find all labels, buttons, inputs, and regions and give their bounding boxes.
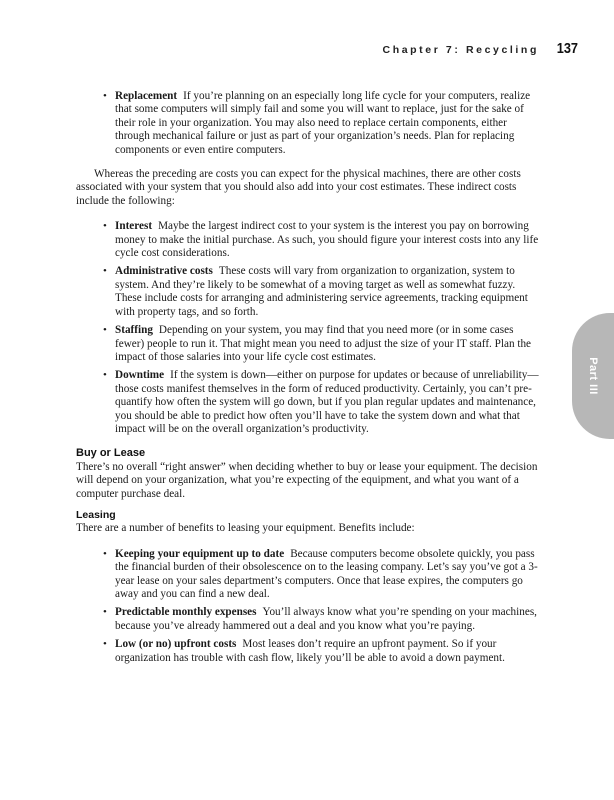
leasing-intro: There are a number of benefits to leasing your equipment. Benefits include: (76, 522, 415, 535)
list-item-term: Replacement (115, 90, 178, 102)
list-item-text: Because computers become obsolete quickly, you pass the financial burden of their obsolescence on to the leasing company. Let’s say you’ve got a 3-year lease on your sales department’s computers. Once that lease expires, the computers go away and you can find a new deal. (115, 547, 538, 600)
list-item-term: Interest (115, 220, 153, 233)
list-item-term: Administrative costs (115, 265, 213, 278)
list-item-replacement (115, 90, 542, 157)
list-item-text: Depending on your system, you may find that you need more (or in some cases fewer) people to run it. That might mean you need to adjust the size of your IT staff. Plan the impact of those salaries into your life cycle cost estimates. (115, 324, 532, 363)
page-number: 137 (556, 40, 578, 57)
list-item-low-upfront-costs (115, 638, 542, 665)
chapter-title: Chapter 7: Recycling (382, 44, 539, 56)
list-item-term: Predictable monthly expenses (115, 606, 257, 619)
list-item-staffing (115, 324, 542, 364)
indirect-costs-intro: Whereas the preceding are costs you can expect for the physical machines, there are other costs associated with your system that you should also add into your cost estimates. These indirect costs include the following: (76, 168, 521, 207)
part-tab-label: Part III (587, 357, 599, 395)
list-item-keeping-up-to-date (115, 548, 542, 602)
list-item-text: These costs will vary from organization to organization, system to system. And they’re likely to be somewhat of a moving target as well as somewhat fuzzy. These include costs for arranging and administering service agreements, tracking equipment with property tags, and so forth. (115, 265, 528, 318)
list-item-term: Staffing (115, 324, 153, 337)
list-item-term: Low (or no) upfront costs (115, 638, 237, 651)
list-item-downtime (115, 369, 542, 436)
part-thumb-tab (572, 313, 614, 439)
buy-or-lease-heading: Buy or Lease (76, 447, 146, 460)
list-item-text: Maybe the largest indirect cost to your system is the interest you pay on borrowing money to make the initial purchase. As such, you should figure your interest costs into any life cycle cost considerations. (115, 220, 539, 260)
leasing-heading: Leasing (76, 508, 116, 521)
buy-or-lease-text: There’s no overall “right answer” when deciding whether to buy or lease your equipment. The decision will depend on your organization, what you’re expecting of the equipment, and what you want of a computer purchase deal. (76, 460, 538, 500)
leasing-benefits-list (76, 548, 542, 665)
page-body (76, 90, 542, 670)
indirect-costs-list (76, 220, 542, 436)
list-item-text: You’ll always know what you’re spending on your machines, because you’ve already hammered out a deal and you know what you’re paying. (115, 606, 537, 632)
running-header (383, 40, 578, 57)
list-item-text: Most leases don’t require an upfront payment. So if your organization has trouble with cash flow, likely you’ll be able to avoid a down payment. (115, 638, 505, 664)
list-item-text: If the system is down—either on purpose for updates or because of unreliability—those costs manifest themselves in the form of reduced productivity. Certainly, you can’t pre-quantify how often the system will go down, but if you plan regular updates and maintenance, you should be able to predict how often you’ll have to take the system down and what that impact will be on the overall organization’s productivity. (115, 369, 539, 435)
list-item-term: Keeping your equipment up to date (115, 547, 285, 560)
list-item-interest (115, 220, 542, 260)
list-item-text: If you’re planning on an especially long life cycle for your computers, realize that some computers will simply fail and some you will want to replace, just for the sake of their role in your organization. You may also need to replace certain components, either through mechanical failure or just as part of your organization’s needs. Plan for replacing components or even entire computers. (115, 90, 531, 156)
list-item-predictable-expenses (115, 606, 542, 633)
list-item-administrative-costs (115, 265, 542, 319)
replacement-list (76, 90, 542, 157)
list-item-term: Downtime (115, 369, 165, 382)
